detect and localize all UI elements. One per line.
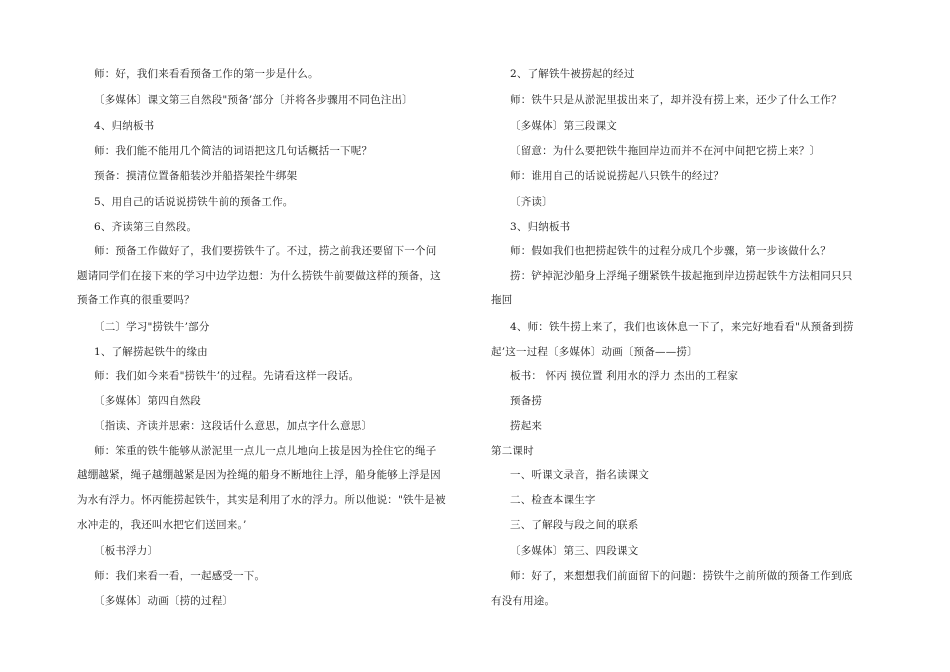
text-line: 〔多媒体〕第四自然段 <box>94 395 201 407</box>
text-line: 起’这一过程〔多媒体〕动画〔预备——捞〕 <box>491 346 698 358</box>
text-line: 〔多媒体〕第三、四段课文 <box>510 545 639 557</box>
text-line: 捞起来 <box>510 420 543 432</box>
text-line: 题请同学们在接下来的学习中边学边想：为什么捞铁牛前要做这样的预备，这 <box>77 270 441 282</box>
text-line: 师：铁牛只是从淤泥里拔出来了，却并没有捞上来，还少了什么工作？ <box>510 94 842 106</box>
text-line: 6、齐读第三自然段。 <box>94 221 198 233</box>
text-line: 越绷越紧，绳子越绷越紧是因为拴绳的船身不断地往上浮，船身能够上浮是因 <box>77 469 441 481</box>
text-line: 5、用自己的话说说捞铁牛前的预备工作。 <box>94 196 294 208</box>
text-line: 水冲走的，我还叫水把它们送回来。’ <box>77 519 247 531</box>
text-line: 〔齐读〕 <box>510 196 553 208</box>
text-line: 师：好了，来想想我们前面留下的问题：捞铁牛之前所做的预备工作到底 <box>510 570 853 582</box>
text-line: 4、师：铁牛捞上来了，我们也该休息一下了，来完好地看看"从预备到捞 <box>510 321 854 333</box>
text-line: 3、归纳板书 <box>510 221 571 233</box>
text-line: 一、听课文录音，指名读课文 <box>510 469 650 481</box>
text-line: 预备工作真的很重要吗？ <box>77 294 195 306</box>
text-line: 师：我们来看一看，一起感受一下。 <box>94 570 266 582</box>
text-line: 1、了解捞起铁牛的缘由 <box>94 346 208 358</box>
text-line: 师：我们如今来看"捞铁牛’的过程。先请看这样一段话。 <box>94 370 360 382</box>
text-line: 二、检查本课生字 <box>510 494 596 506</box>
text-line: 拖回 <box>491 294 513 306</box>
text-line: 2、了解铁牛被捞起的经过 <box>510 68 635 80</box>
text-line: 师：好，我们来看看预备工作的第一步是什么。 <box>94 68 319 80</box>
text-line: 〔多媒体〕第三段课文 <box>510 120 617 132</box>
text-line: 师：预备工作做好了，我们要捞铁牛了。不过，捞之前我还要留下一个问 <box>94 245 437 257</box>
text-line: 师：笨重的铁牛能够从淤泥里一点儿一点儿地向上拔是因为拴住它的绳子 <box>94 445 437 457</box>
section-heading: 〔二〕学习"捞铁牛’部分 <box>94 321 210 333</box>
text-line: 捞：铲掉泥沙船身上浮绳子绷紧铁牛拔起拖到岸边捞起铁牛方法相同只只 <box>510 270 853 282</box>
text-line: 板书： 怀丙 摸位置 利用水的浮力 杰出的工程家 <box>510 370 739 382</box>
text-line: 师：我们能不能用几个简洁的词语把这几句话概括一下呢？ <box>94 145 373 157</box>
text-line: 〔板书浮力〕 <box>94 545 159 557</box>
text-line: 师：假如我们也把捞起铁牛的过程分成几个步骤，第一步该做什么？ <box>510 245 831 257</box>
text-line: 4、归纳板书 <box>94 120 155 132</box>
text-line: 师：谁用自己的话说说捞起八只铁牛的经过？ <box>510 170 724 182</box>
text-line: 〔指读、齐读并思索：这段话什么意思，加点字什么意思〕 <box>94 420 373 432</box>
text-line: 〔多媒体〕课文第三自然段"预备’部分〔并将各步骤用不同色注出〕 <box>94 94 413 106</box>
text-line: 三、了解段与段之间的联系 <box>510 519 639 531</box>
text-line: 为水有浮力。怀丙能捞起铁牛，其实是利用了水的浮力。所以他说："铁牛是被 <box>77 494 446 506</box>
text-line: 有没有用途。 <box>491 595 556 607</box>
text-line: 〔留意：为什么要把铁牛拖回岸边而并不在河中间把它捞上来？〕 <box>510 145 821 157</box>
text-line: 预备：摸清位置备船装沙并船搭架拴牛绑架 <box>94 170 298 182</box>
text-line: 〔多媒体〕动画〔捞的过程〕 <box>94 595 234 607</box>
text-line: 预备捞 <box>510 395 543 407</box>
section-heading: 第二课时 <box>491 445 534 457</box>
